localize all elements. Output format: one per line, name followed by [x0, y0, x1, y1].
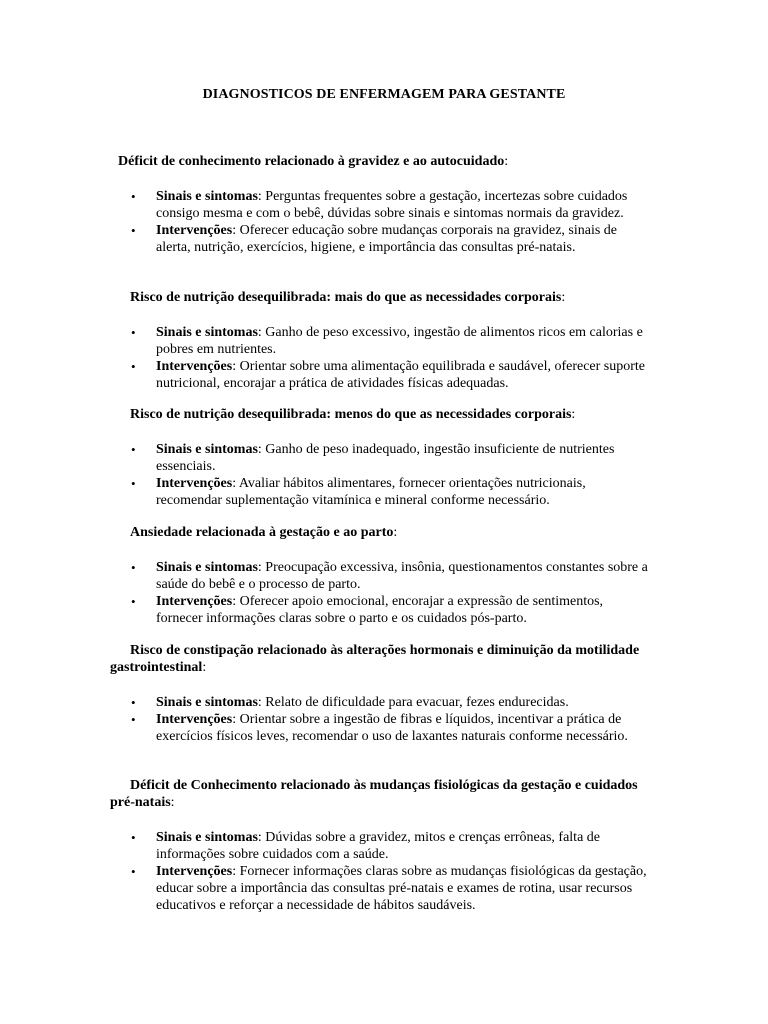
heading-colon: :: [393, 525, 398, 540]
bullet-icon: •: [131, 560, 136, 575]
interventions-text: : Oferecer apoio emocional, encorajar a expressão de sentimentos, fornecer informações claras sobre o parto e os cuidados pós-parto.: [156, 594, 604, 626]
bullet-icon: •: [131, 476, 136, 491]
diagnosis-list: [110, 559, 650, 627]
diagnosis-heading: [110, 777, 650, 811]
bullet-icon: •: [131, 442, 136, 457]
diagnosis-heading: [110, 406, 650, 423]
diagnosis-section: [110, 642, 650, 745]
list-item-interventions: [110, 593, 650, 627]
signs-text: : Ganho de peso inadequado, ingestão insuficiente de nutrientes essenciais.: [156, 442, 615, 474]
interventions-label: Intervenções: [156, 359, 233, 374]
diagnosis-heading: [110, 642, 650, 676]
interventions-text: : Orientar sobre uma alimentação equilibrada e saudável, oferecer suporte nutricional, encorajar a prática de atividades físicas adequadas.: [156, 359, 646, 391]
diagnosis-section: [110, 289, 650, 392]
bullet-icon: •: [131, 325, 136, 340]
diagnosis-section: [110, 406, 650, 509]
list-item-signs: [110, 188, 650, 222]
diagnosis-list: [110, 441, 650, 509]
signs-text: : Ganho de peso excessivo, ingestão de alimentos ricos em calorias e pobres em nutrientes.: [156, 325, 643, 357]
interventions-label: Intervenções: [156, 864, 233, 879]
bullet-icon: •: [131, 830, 136, 845]
diagnosis-heading: [110, 289, 650, 306]
list-item-signs: [110, 829, 650, 863]
interventions-text: : Oferecer educação sobre mudanças corporais na gravidez, sinais de alerta, nutrição, exercícios, higiene, e importância das consultas pré-natais.: [156, 223, 618, 255]
bullet-icon: •: [131, 223, 136, 238]
diagnosis-heading-text: Risco de nutrição desequilibrada: menos do que as necessidades corporais: [130, 407, 572, 422]
diagnosis-heading-text: Déficit de Conhecimento relacionado às mudanças fisiológicas da gestação e cuidados pré-natais: [110, 778, 638, 810]
list-item-interventions: [110, 863, 650, 914]
diagnosis-heading: [110, 153, 650, 170]
list-item-interventions: [110, 711, 650, 745]
signs-text: : Preocupação excessiva, insônia, questionamentos constantes sobre a saúde do bebê e o processo de parto.: [156, 560, 648, 592]
diagnosis-section: [110, 524, 650, 627]
diagnosis-list: [110, 324, 650, 392]
signs-text: : Dúvidas sobre a gravidez, mitos e crenças errôneas, falta de informações sobre cuidados com a saúde.: [156, 830, 600, 862]
list-item-interventions: [110, 222, 650, 256]
diagnosis-heading-text: Risco de nutrição desequilibrada: mais do que as necessidades corporais: [130, 290, 562, 305]
diagnosis-heading-text: Déficit de conhecimento relacionado à gravidez e ao autocuidado: [118, 154, 505, 169]
signs-label: Sinais e sintomas: [156, 442, 258, 457]
list-item-interventions: [110, 358, 650, 392]
signs-label: Sinais e sintomas: [156, 830, 258, 845]
bullet-icon: •: [131, 189, 136, 204]
list-item-signs: [110, 441, 650, 475]
interventions-label: Intervenções: [156, 476, 233, 491]
diagnosis-heading: [110, 524, 650, 541]
signs-label: Sinais e sintomas: [156, 325, 258, 340]
heading-colon: :: [170, 795, 175, 810]
heading-colon: :: [571, 407, 576, 422]
list-item-signs: [110, 694, 650, 711]
interventions-text: : Fornecer informações claras sobre as mudanças fisiológicas da gestação, educar sobre a importância das consultas pré-natais e exames de rotina, usar recursos educativos e reforçar a necessidade de hábitos saudáveis.: [156, 864, 647, 913]
heading-colon: :: [504, 154, 509, 169]
bullet-icon: •: [131, 864, 136, 879]
diagnosis-heading-text: Ansiedade relacionada à gestação e ao parto: [130, 525, 394, 540]
list-item-signs: [110, 559, 650, 593]
signs-text: : Relato de dificuldade para evacuar, fezes endurecidas.: [257, 695, 569, 710]
interventions-text: : Orientar sobre a ingestão de fibras e líquidos, incentivar a prática de exercícios físicos leves, recomendar o uso de laxantes naturais conforme necessário.: [156, 712, 628, 744]
signs-label: Sinais e sintomas: [156, 560, 258, 575]
interventions-text: : Avaliar hábitos alimentares, fornecer orientações nutricionais, recomendar suplementação vitamínica e mineral conforme necessário.: [156, 476, 586, 508]
signs-label: Sinais e sintomas: [156, 189, 258, 204]
diagnosis-section: [110, 777, 650, 914]
interventions-label: Intervenções: [156, 594, 233, 609]
bullet-icon: •: [131, 695, 136, 710]
bullet-icon: •: [131, 359, 136, 374]
diagnosis-section: [110, 153, 650, 256]
diagnosis-list: [110, 188, 650, 256]
diagnosis-list: [110, 829, 650, 914]
bullet-icon: •: [131, 712, 136, 727]
diagnosis-heading-text: Risco de constipação relacionado às alterações hormonais e diminuição da motilidade gastrointestinal: [110, 643, 640, 675]
signs-text: : Perguntas frequentes sobre a gestação, incertezas sobre cuidados consigo mesma e com o bebê, dúvidas sobre sinais e sintomas normais da gravidez.: [156, 189, 628, 221]
interventions-label: Intervenções: [156, 712, 233, 727]
bullet-icon: •: [131, 594, 136, 609]
document-title: DIAGNOSTICOS DE ENFERMAGEM PARA GESTANTE: [202, 87, 566, 102]
heading-colon: :: [202, 660, 207, 675]
signs-label: Sinais e sintomas: [156, 695, 258, 710]
list-item-interventions: [110, 475, 650, 509]
list-item-signs: [110, 324, 650, 358]
heading-colon: :: [561, 290, 566, 305]
diagnosis-list: [110, 694, 650, 745]
interventions-label: Intervenções: [156, 223, 233, 238]
